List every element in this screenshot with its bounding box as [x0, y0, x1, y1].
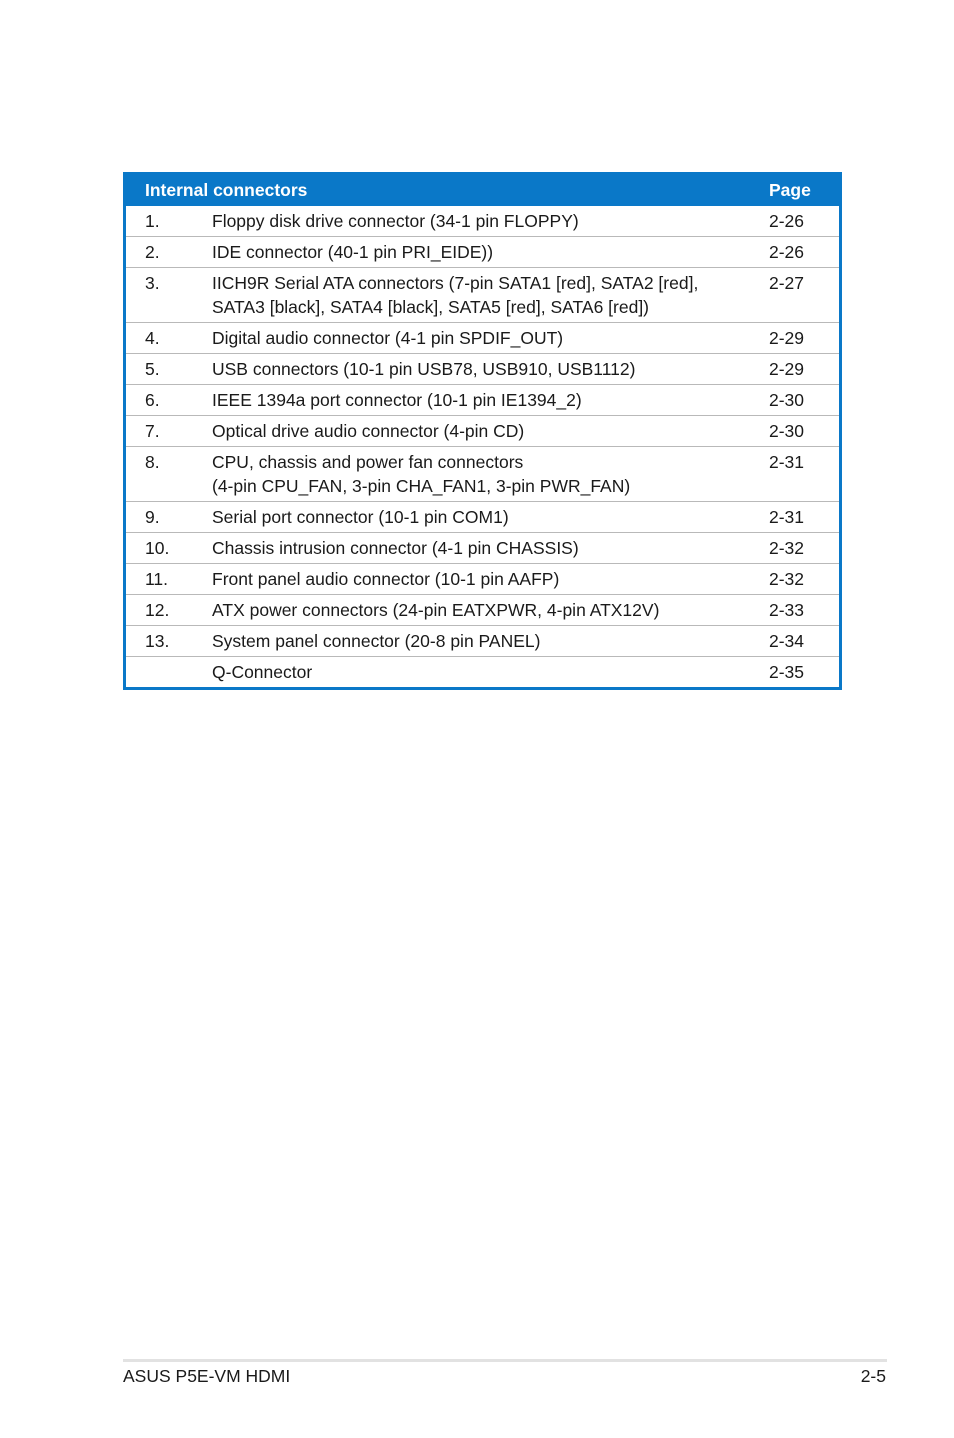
table-header: [126, 175, 839, 206]
row-page: 2-29: [769, 328, 805, 348]
row-description: Serial port connector (10-1 pin COM1): [212, 507, 509, 527]
row-page: 2-30: [769, 390, 805, 410]
table-row: [126, 206, 839, 236]
table-row: [126, 532, 839, 563]
table-row: [126, 501, 839, 532]
row-page: 2-31: [769, 507, 805, 527]
table-row: [126, 594, 839, 625]
row-number: 4.: [145, 328, 160, 348]
row-description-line-1: CPU, chassis and power fan connectors: [212, 452, 524, 472]
row-page: 2-33: [769, 600, 805, 620]
row-description-line-2: SATA3 [black], SATA4 [black], SATA5 [red], SATA6 [red]): [212, 297, 650, 317]
row-page: 2-32: [769, 538, 805, 558]
row-page: 2-32: [769, 569, 805, 589]
row-number: 11.: [145, 569, 169, 589]
row-page: 2-26: [769, 211, 805, 231]
footer-page-number: 2-5: [860, 1366, 886, 1386]
row-page: 2-29: [769, 359, 805, 379]
row-page: 2-34: [769, 631, 805, 651]
row-page: 2-26: [769, 242, 805, 262]
table-row: [126, 656, 839, 687]
table-row: [126, 322, 839, 353]
internal-connectors-table: [123, 172, 842, 690]
row-number: 3.: [145, 273, 160, 293]
row-description: Digital audio connector (4-1 pin SPDIF_OUT): [212, 328, 564, 348]
row-page: 2-31: [769, 452, 805, 472]
row-description: Q-Connector: [212, 662, 313, 682]
row-page: 2-30: [769, 421, 805, 441]
row-description: Optical drive audio connector (4-pin CD): [212, 421, 525, 441]
footer-divider: [123, 1359, 887, 1362]
table-row: [126, 625, 839, 656]
row-number: 7.: [145, 421, 160, 441]
row-number: 13.: [145, 631, 170, 651]
row-description: [212, 271, 769, 319]
row-description: System panel connector (20-8 pin PANEL): [212, 631, 541, 651]
table-row: [126, 353, 839, 384]
header-page: Page: [769, 180, 811, 200]
table-row: [126, 563, 839, 594]
footer-product-name: ASUS P5E-VM HDMI: [123, 1366, 291, 1386]
table-row: [126, 236, 839, 267]
row-number: 2.: [145, 242, 160, 262]
row-number: 6.: [145, 390, 160, 410]
row-page: 2-27: [769, 273, 805, 293]
row-page: 2-35: [769, 662, 805, 682]
row-number: 10.: [145, 538, 170, 558]
row-description: IDE connector (40-1 pin PRI_EIDE)): [212, 242, 494, 262]
table-row: [126, 446, 839, 501]
row-description: ATX power connectors (24-pin EATXPWR, 4-pin ATX12V): [212, 600, 660, 620]
row-number: 8.: [145, 452, 160, 472]
row-description: USB connectors (10-1 pin USB78, USB910, USB1112): [212, 359, 636, 379]
row-description-line-2: (4-pin CPU_FAN, 3-pin CHA_FAN1, 3-pin PWR_FAN): [212, 476, 631, 496]
table-row: [126, 415, 839, 446]
row-number: 9.: [145, 507, 160, 527]
table-row: [126, 267, 839, 322]
row-description: IEEE 1394a port connector (10-1 pin IE1394_2): [212, 390, 582, 410]
row-number: 12.: [145, 600, 170, 620]
row-number: 5.: [145, 359, 160, 379]
row-number: 1.: [145, 211, 160, 231]
row-description: Chassis intrusion connector (4-1 pin CHASSIS): [212, 538, 579, 558]
table-row: [126, 384, 839, 415]
row-description: Front panel audio connector (10-1 pin AAFP): [212, 569, 560, 589]
row-description: Floppy disk drive connector (34-1 pin FLOPPY): [212, 211, 579, 231]
row-description: [212, 450, 769, 498]
header-title: Internal connectors: [145, 180, 308, 200]
row-description-line-1: IICH9R Serial ATA connectors (7-pin SATA1 [red], SATA2 [red],: [212, 273, 699, 293]
